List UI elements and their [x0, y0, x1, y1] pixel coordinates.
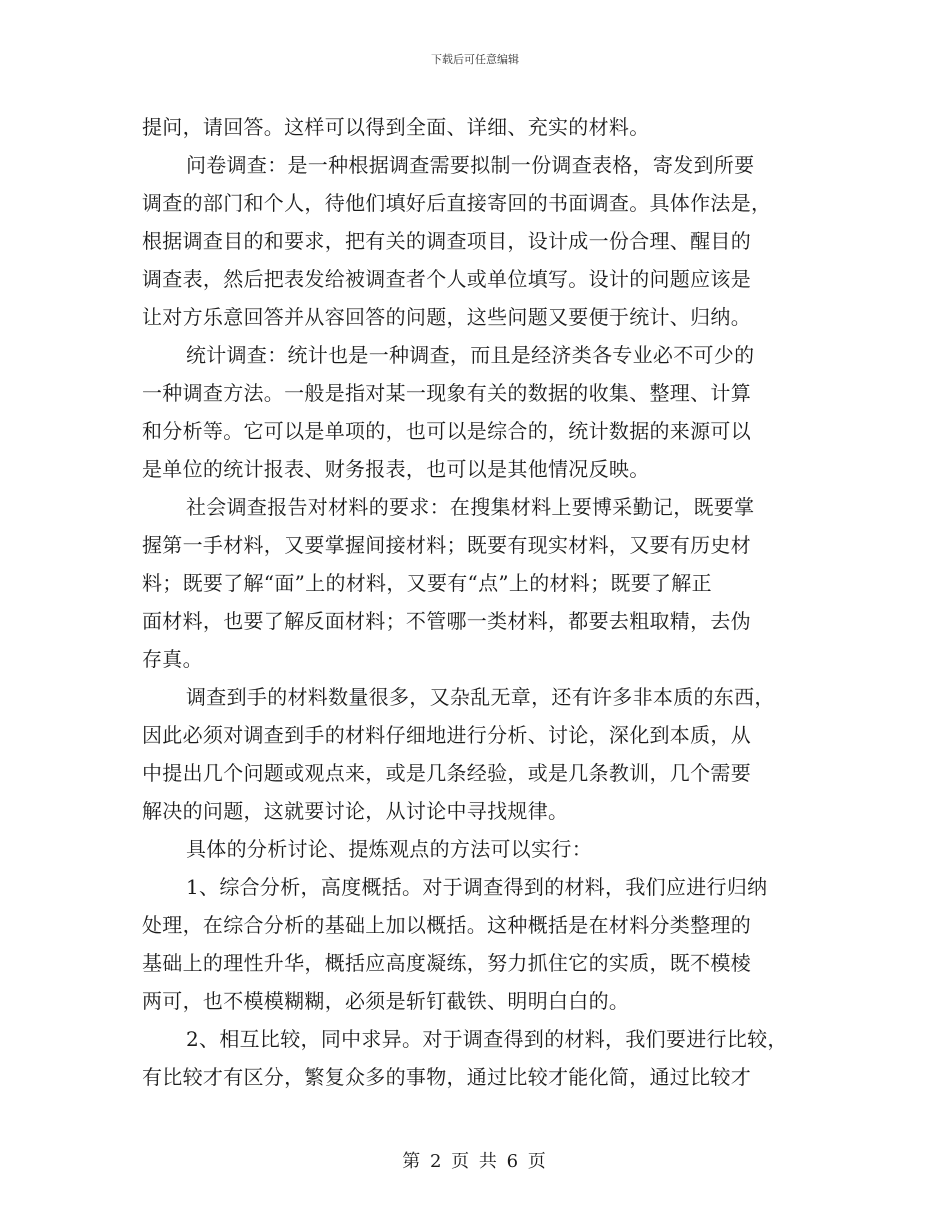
text-line: 让对方乐意回答并从容回答的问题，这些问题又要便于统计、归纳。 [142, 305, 751, 329]
text-line: 握第一手材料，又要掌握间接材料；既要有现实材料，又要有历史材 [142, 533, 751, 557]
page-header-note: 下载后可任意编辑 [431, 53, 519, 66]
text-line: 是单位的统计报表、财务报表，也可以是其他情况反映。 [142, 457, 650, 481]
paragraph-start-line: 1、综合分析，高度概括。对于调查得到的材料，我们应进行归纳 [186, 875, 768, 899]
paragraph-start-line: 统计调查：统计也是一种调查，而且是经济类各专业必不可少的 [186, 343, 755, 367]
text-line: 调查表，然后把表发给被调查者个人或单位填写。设计的问题应该是 [142, 267, 751, 291]
text-line: 有比较才有区分，繁复众多的事物，通过比较才能化简，通过比较才 [142, 1065, 751, 1089]
paragraph-start-line: 2、相互比较，同中求异。对于调查得到的材料，我们要进行比较， [186, 1027, 788, 1051]
text-line: 提问，请回答。这样可以得到全面、详细、充实的材料。 [142, 115, 650, 139]
text-line: 处理，在综合分析的基础上加以概括。这种概括是在材料分类整理的 [142, 913, 751, 937]
text-line: 根据调查目的和要求，把有关的调查项目，设计成一份合理、醒目的 [142, 229, 751, 253]
paragraph-start-line: 调查到手的材料数量很多，又杂乱无章，还有许多非本质的东西， [186, 685, 775, 709]
text-line: 基础上的理性升华，概括应高度凝练，努力抓住它的实质，既不模棱 [142, 951, 751, 975]
paragraph-start-line: 社会调查报告对材料的要求：在搜集材料上要博采勤记，既要掌 [186, 495, 755, 519]
text-line: 面材料，也要了解反面材料；不管哪一类材料，都要去粗取精，去伪 [142, 609, 751, 633]
paragraph-start-line: 问卷调查：是一种根据调查需要拟制一份调查表格，寄发到所要 [186, 153, 755, 177]
text-line: 中提出几个问题或观点来，或是几条经验，或是几条教训，几个需要 [142, 761, 751, 785]
text-line: 和分析等。它可以是单项的，也可以是综合的，统计数据的来源可以 [142, 419, 751, 443]
text-line: 调查的部门和个人，待他们填好后直接寄回的书面调查。具体作法是， [142, 191, 772, 215]
text-line: 存真。 [142, 647, 203, 671]
page-number-footer: 第 2 页 共 6 页 [402, 1151, 548, 1172]
text-line: 因此必须对调查到手的材料仔细地进行分析、讨论，深化到本质，从 [142, 723, 751, 747]
document-body [142, 108, 810, 1096]
paragraph-start-line: 具体的分析讨论、提炼观点的方法可以实行： [186, 837, 592, 861]
text-line: 两可，也不模模糊糊，必须是斩钉截铁、明明白白的。 [142, 989, 630, 1013]
text-line: 料；既要了解“面”上的材料，又要有“点”上的材料；既要了解正 [142, 571, 712, 595]
text-line: 解决的问题，这就要讨论，从讨论中寻找规律。 [142, 799, 569, 823]
text-line: 一种调查方法。一般是指对某一现象有关的数据的收集、整理、计算 [142, 381, 751, 405]
